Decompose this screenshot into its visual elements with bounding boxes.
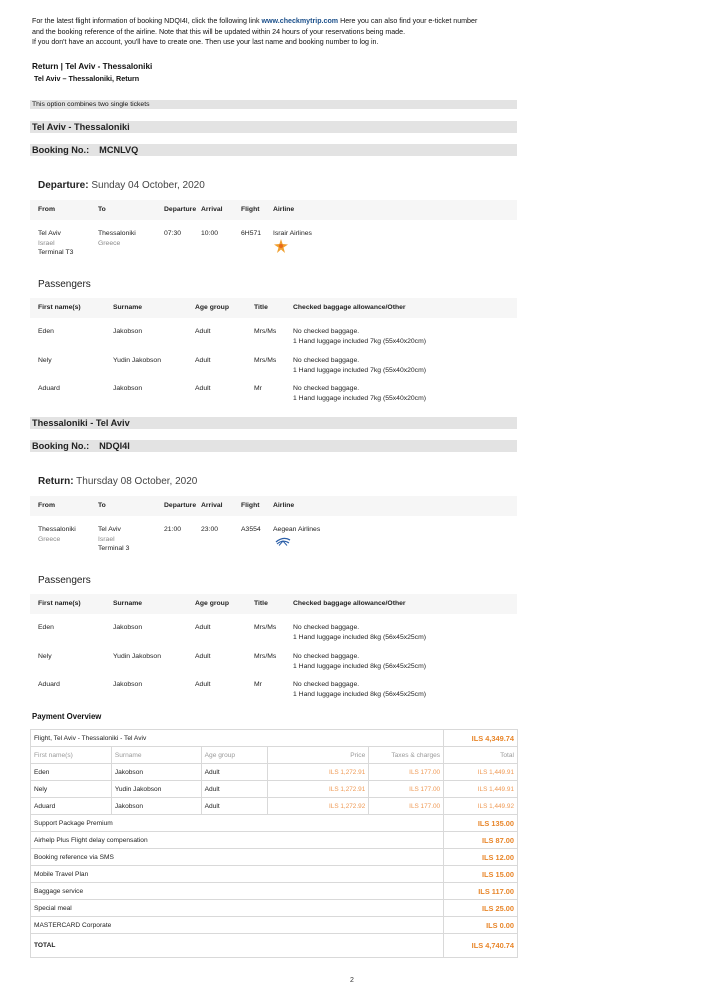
passenger-first: Nely [38,653,52,660]
passenger-baggage: No checked baggage. 1 Hand luggage included 7kg (55x40x20cm) [293,385,427,402]
passenger-age: Adult [195,624,211,631]
col-title: Title [254,600,268,607]
payment-extra-row: Airhelp Plus Flight delay compensation ILS 87.00 [31,832,518,849]
col-arrival: Arrival [201,502,223,509]
leg2-flight-header [30,496,517,516]
payment-table [30,729,518,958]
to-city: Thessaloniki [98,230,136,237]
trip-subtitle: Tel Aviv – Thessaloniki, Return [34,74,140,83]
intro-line1: For the latest flight information of booking NDQI4I, click the following link [32,17,260,25]
payment-passenger-row: Nely Yudin Jakobson Adult ILS 1,272.91 ILS 177.00 ILS 1,449.91 [31,781,518,798]
intro-line2: and the booking reference of the airline. Note that this will be updated within 24 hours of your reservations being made. [32,27,406,36]
payment-total-value: ILS 4,740.74 [444,934,518,958]
payment-extra-row: Baggage service ILS 117.00 [31,883,518,900]
passenger-title: Mrs/Ms [254,328,277,335]
passenger-surname: Jakobson [113,681,143,688]
to-terminal: Terminal 3 [98,545,130,552]
booking-no-label: Booking No.: [32,145,90,155]
col-from: From [38,502,55,509]
col-first-names: First name(s) [38,304,81,311]
col-departure: Departure [164,502,197,509]
passenger-age: Adult [195,681,211,688]
passenger-first: Eden [38,624,54,631]
col-airline: Airline [273,206,295,213]
col-first-names: First name(s) [38,600,81,607]
return-date: Thursday 08 October, 2020 [76,476,198,487]
payment-extra-row: Mobile Travel Plan ILS 15.00 [31,866,518,883]
passenger-surname: Jakobson [113,385,143,392]
arrival-time: 10:00 [201,230,219,237]
passenger-first: Eden [38,328,54,335]
passenger-age: Adult [195,385,211,392]
from-city: Tel Aviv [38,230,61,237]
leg1-passengers-heading [38,279,91,290]
israir-logo-icon [274,239,288,253]
departure-label: Departure: [38,180,89,191]
passenger-title: Mrs/Ms [254,624,277,631]
leg2-booking-bar [30,440,517,452]
to-city: Tel Aviv [98,526,121,533]
leg1-route-bar: Tel Aviv - Thessaloniki [30,121,517,133]
intro-line1-tail: Here you can also find your e-ticket number [340,17,478,25]
passenger-surname: Jakobson [113,624,143,631]
col-baggage: Checked baggage allowance/Other [293,600,406,607]
checkmytrip-link[interactable]: www.checkmytrip.com [261,17,339,25]
trip-title: Return | Tel Aviv - Thessaloniki [32,62,153,71]
leg1-heading [38,180,205,191]
passenger-baggage: No checked baggage. 1 Hand luggage included 8kg (56x45x25cm) [293,653,427,670]
passenger-baggage: No checked baggage. 1 Hand luggage included 7kg (55x40x20cm) [293,357,427,374]
return-label: Return: [38,476,74,487]
combines-note: This option combines two single tickets [30,100,517,109]
passenger-surname: Yudin Jakobson [113,653,161,660]
passengers-label: Passengers [38,279,91,290]
payment-overview-title: Payment Overview [32,712,102,721]
leg1-flight-header [30,200,517,220]
col-age-group: Age group [195,304,229,311]
from-country: Greece [38,535,61,543]
col-age-group: Age group [195,600,229,607]
col-to: To [98,206,106,213]
booking-no-value: MCNLVQ [99,145,139,155]
col-flight: Flight [241,206,260,213]
departure-time: 07:30 [164,230,182,237]
aegean-logo-icon [275,536,291,546]
to-country: Israel [98,535,115,543]
from-terminal: Terminal T3 [38,249,74,256]
to-country: Greece [98,239,121,247]
leg2-passenger-header [30,594,517,614]
col-flight: Flight [241,502,260,509]
intro-text [32,16,512,48]
col-surname: Surname [113,304,143,311]
payment-total-label: TOTAL [31,934,444,958]
page-number: 2 [350,977,354,984]
col-surname: Surname [113,600,143,607]
departure-date: Sunday 04 October, 2020 [91,180,205,191]
passenger-first: Aduard [38,385,60,392]
intro-line3: If you don't have an account, you'll have to create one. Then use your last name and booking number to log in. [32,38,379,47]
col-from: From [38,206,55,213]
leg2-heading [38,476,197,487]
arrival-time: 23:00 [201,526,219,533]
col-to: To [98,502,106,509]
payment-passenger-row: Eden Jakobson Adult ILS 1,272.91 ILS 177.00 ILS 1,449.91 [31,764,518,781]
payment-extra-row: MASTERCARD Corporate ILS 0.00 [31,917,518,934]
passenger-first: Aduard [38,681,60,688]
passenger-title: Mrs/Ms [254,357,277,364]
payment-extra-row: Support Package Premium ILS 135.00 [31,815,518,832]
airline-name: Israir Airlines [273,230,312,237]
from-country: Israel [38,239,55,247]
col-departure: Departure [164,206,197,213]
col-baggage: Checked baggage allowance/Other [293,304,406,311]
passenger-age: Adult [195,653,211,660]
departure-time: 21:00 [164,526,182,533]
col-title: Title [254,304,268,311]
payment-passenger-row: Aduard Jakobson Adult ILS 1,272.92 ILS 177.00 ILS 1,449.92 [31,798,518,815]
passenger-baggage: No checked baggage. 1 Hand luggage included 8kg (56x45x25cm) [293,624,427,641]
payment-flight-total: ILS 4,349.74 [444,730,518,747]
airline-name: Aegean Airlines [273,526,321,533]
passenger-title: Mr [254,681,262,688]
passenger-first: Nely [38,357,52,364]
passenger-title: Mrs/Ms [254,653,277,660]
passenger-baggage: No checked baggage. 1 Hand luggage included 7kg (55x40x20cm) [293,328,427,345]
leg2-passengers-heading [38,575,91,586]
passenger-title: Mr [254,385,262,392]
col-arrival: Arrival [201,206,223,213]
leg1-passenger-header [30,298,517,318]
col-airline: Airline [273,502,295,509]
passenger-baggage: No checked baggage. 1 Hand luggage included 8kg (56x45x25cm) [293,681,427,698]
payment-col-header: First name(s) Surname Age group Price Taxes & charges Total [31,747,518,764]
payment-flight-label: Flight, Tel Aviv - Thessaloniki - Tel Aviv [31,730,444,747]
payment-extra-row: Special meal ILS 25.00 [31,900,518,917]
from-city: Thessaloniki [38,526,76,533]
payment-total-row [31,934,518,958]
flight-number: A3554 [241,526,261,533]
passenger-age: Adult [195,357,211,364]
booking-no-value: NDQI4I [99,441,130,451]
payment-flight-row [31,730,518,747]
leg1-booking-bar [30,144,517,156]
passenger-surname: Jakobson [113,328,143,335]
passenger-age: Adult [195,328,211,335]
leg2-route-bar: Thessaloniki - Tel Aviv [30,417,517,429]
passenger-surname: Yudin Jakobson [113,357,161,364]
flight-number: 6H571 [241,230,262,237]
payment-extra-row: Booking reference via SMS ILS 12.00 [31,849,518,866]
passengers-label: Passengers [38,575,91,586]
booking-no-label: Booking No.: [32,441,90,451]
